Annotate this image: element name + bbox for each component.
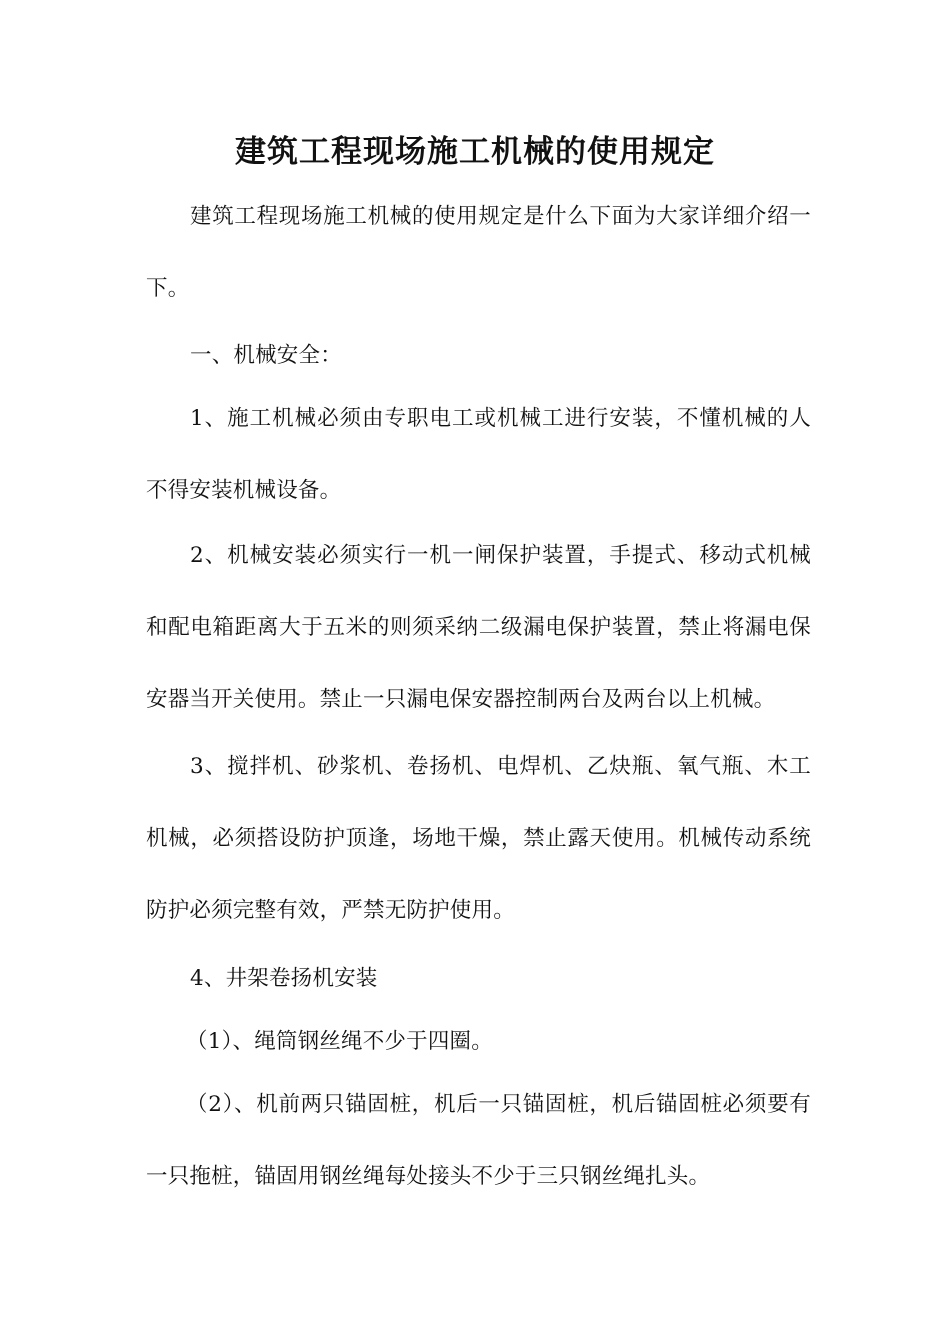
section-heading-machinery-safety: 一、机械安全： xyxy=(190,343,342,368)
paragraph-item-2: 2、机械安装必须实行一机一闸保护装置，手提式、移动式机械和配电箱距离大于五米的则须采纳二级漏电保护装置，禁止将漏电保安器当开关使用。禁止一只漏电保安器控制两台及两台以上机械。 xyxy=(146,543,811,712)
paragraph-item-4-heading: 4、井架卷扬机安装 xyxy=(190,966,378,991)
paragraph-item-1: 1、施工机械必须由专职电工或机械工进行安装，不懂机械的人不得安装机械设备。 xyxy=(146,406,811,503)
paragraph-item-4-2: （2）、机前两只锚固桩，机后一只锚固桩，机后锚固桩必须要有一只拖桩，锚固用钢丝绳每处接头不少于三只钢丝绳扎头。 xyxy=(146,1092,811,1189)
paragraph-item-3: 3、搅拌机、砂浆机、卷扬机、电焊机、乙炔瓶、氧气瓶、木工机械，必须搭设防护顶逢，场地干燥，禁止露天使用。机械传动系统防护必须完整有效，严禁无防护使用。 xyxy=(146,754,811,923)
paragraph-item-4-1: （1）、绳筒钢丝绳不少于四圈。 xyxy=(186,1029,493,1054)
paragraph-intro: 建筑工程现场施工机械的使用规定是什么下面为大家详细介绍一下。 xyxy=(146,204,811,301)
document-title: 建筑工程现场施工机械的使用规定 xyxy=(235,134,715,170)
